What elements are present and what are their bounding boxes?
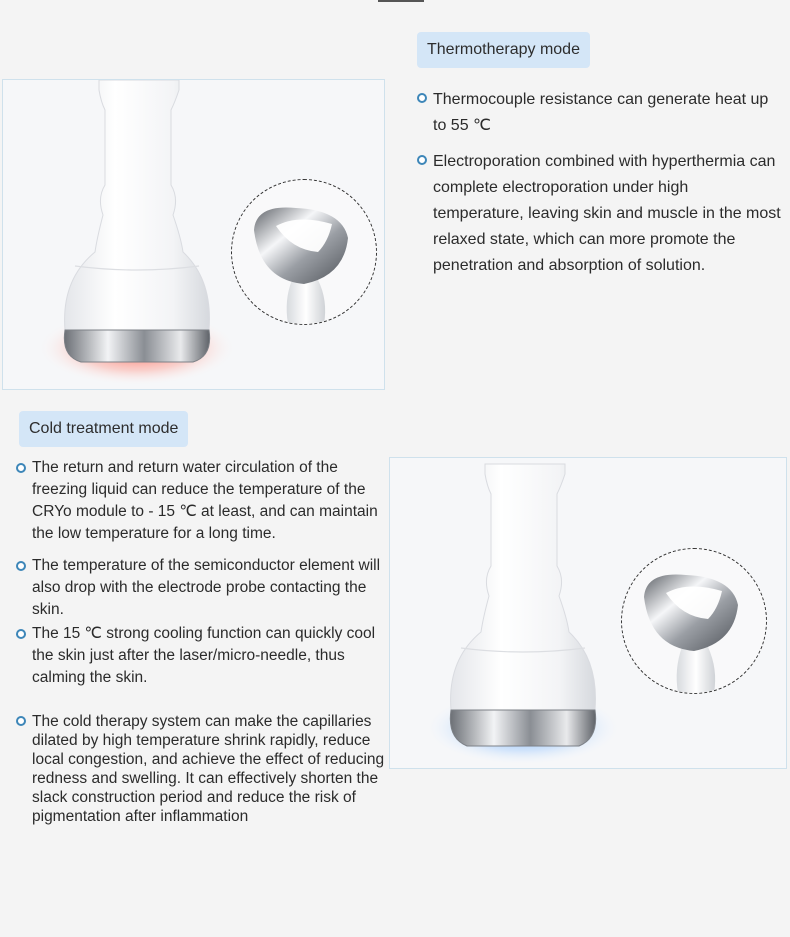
bullet-text: Thermocouple resistance can generate heat up to 55 ℃	[433, 91, 769, 134]
bullet-text: The return and return water circulation of the freezing liquid can reduce the temperature of the CRYo module to - 15 ℃ at least, and can maintain the low temperature for a long time.	[32, 459, 378, 542]
top-divider	[378, 0, 424, 2]
bullet-dot-icon	[417, 155, 427, 165]
list-item	[16, 555, 388, 621]
list-item	[16, 712, 388, 826]
cold-treatment-device-image	[389, 457, 787, 769]
heat-probe-closeup	[231, 179, 377, 325]
bullet-text: Electroporation combined with hyperthermia can complete electroporation under high temperature, leaving skin and muscle in the most relaxed state, which can more promote the penetration and absorption of solution.	[433, 153, 781, 274]
list-item	[16, 457, 388, 545]
thermotherapy-bullet-list	[417, 87, 782, 289]
bullet-dot-icon	[417, 93, 427, 103]
bullet-dot-icon	[16, 716, 26, 726]
bullet-text: The temperature of the semiconductor element will also drop with the electrode probe contacting the skin.	[32, 557, 381, 618]
list-item	[16, 623, 388, 689]
list-item	[417, 149, 782, 279]
bullet-dot-icon	[16, 629, 26, 639]
thermotherapy-device-image	[2, 79, 385, 390]
bullet-text: The 15 ℃ strong cooling function can quickly cool the skin just after the laser/micro-needle, thus calming the skin.	[32, 625, 376, 686]
thermotherapy-mode-tag: Thermotherapy mode	[417, 32, 590, 68]
cold-treatment-mode-tag: Cold treatment mode	[19, 411, 188, 447]
cold-treatment-bullet-list	[16, 457, 388, 826]
bullet-dot-icon	[16, 463, 26, 473]
bullet-dot-icon	[16, 561, 26, 571]
list-item	[417, 87, 782, 139]
cold-probe-closeup	[621, 548, 767, 694]
bullet-text: The cold therapy system can make the capillaries dilated by high temperature shrink rapidly, reduce local congestion, and achieve the effect of reducing redness and swelling. It can effectively shorten the slack construction period and reduce the risk of pigmentation after inflammation	[32, 713, 385, 825]
